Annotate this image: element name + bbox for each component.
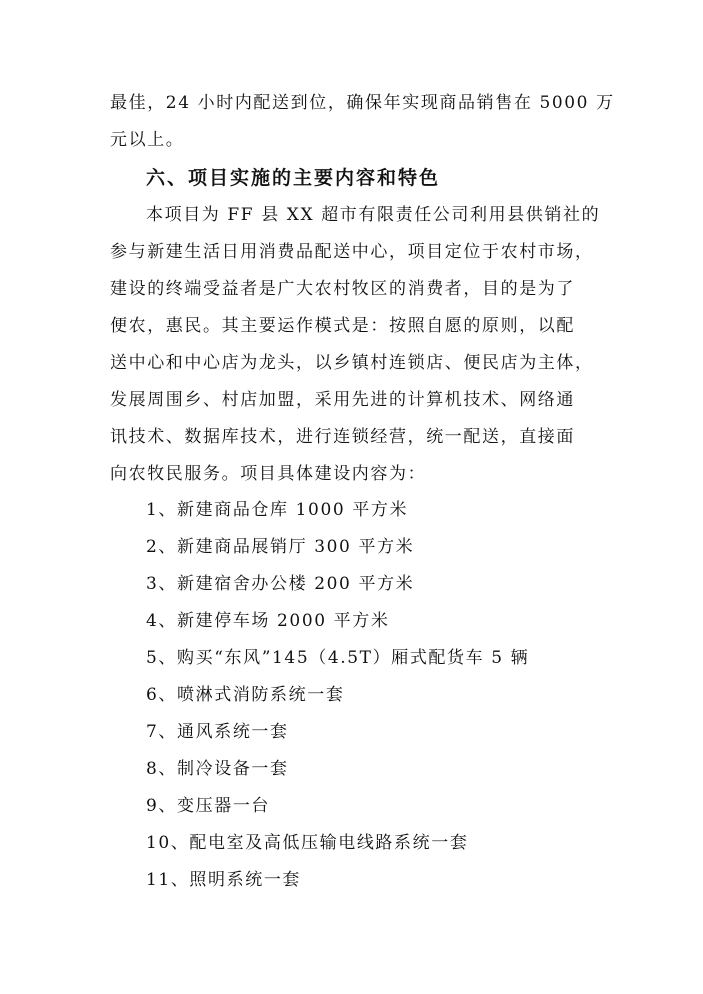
list-item: 3、新建宿舍办公楼 200 平方米	[146, 574, 415, 594]
paragraph-line-3: 建设的终端受益者是广大农村牧区的消费者，目的是为了	[110, 279, 575, 299]
list-item: 1、新建商品仓库 1000 平方米	[146, 500, 409, 520]
section-heading: 六、项目实施的主要内容和特色	[146, 167, 441, 189]
intro-line-2: 元以上。	[110, 130, 185, 150]
list-item: 5、购买“东风”145（4.5T）厢式配货车 5 辆	[146, 648, 530, 668]
list-item: 9、变压器一台	[146, 796, 271, 816]
intro-line-1: 最佳，24 小时内配送到位，确保年实现商品销售在 5000 万	[110, 93, 615, 113]
list-item: 8、制冷设备一套	[146, 759, 289, 779]
list-item: 6、喷淋式消防系统一套	[146, 685, 345, 705]
paragraph-line-1: 本项目为 FF 县 XX 超市有限责任公司利用县供销社的	[146, 205, 601, 225]
paragraph-line-4: 便农，惠民。其主要运作模式是：按照自愿的原则，以配	[110, 316, 575, 336]
paragraph-line-5: 送中心和中心店为龙头，以乡镇村连锁店、便民店为主体，	[110, 353, 594, 373]
list-item: 4、新建停车场 2000 平方米	[146, 611, 390, 631]
list-item: 2、新建商品展销厅 300 平方米	[146, 537, 415, 557]
list-item: 7、通风系统一套	[146, 722, 289, 742]
paragraph-line-8: 向农牧民服务。项目具体建设内容为：	[110, 464, 427, 484]
paragraph-line-2: 参与新建生活日用消费品配送中心，项目定位于农村市场，	[110, 242, 594, 262]
paragraph-line-7: 讯技术、数据库技术，进行连锁经营，统一配送，直接面	[110, 427, 575, 447]
list-item: 10、配电室及高低压输电线路系统一套	[146, 833, 469, 853]
paragraph-line-6: 发展周围乡、村店加盟，采用先进的计算机技术、网络通	[110, 390, 575, 410]
list-item: 11、照明系统一套	[146, 870, 302, 890]
